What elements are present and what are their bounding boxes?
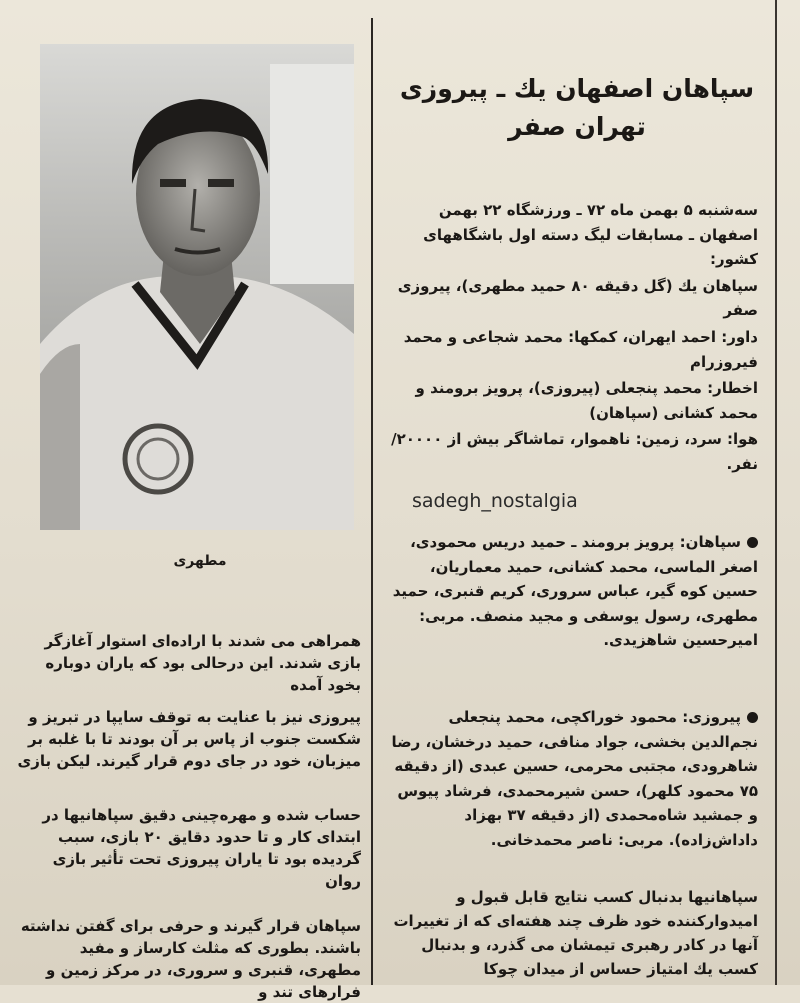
match-date-venue: سه‌شنبه ۵ بهمن ماه ۷۲ ـ ورزشگاه ۲۲ بهمن اصفهان ـ مسابقات لیگ دسته اول باشگاههای کشور: xyxy=(423,201,758,269)
lineup-sepahan xyxy=(388,530,758,653)
lineup-pirouzi xyxy=(388,705,758,853)
bullet-icon xyxy=(747,712,758,723)
match-cautions: اخطار: محمد پنجعلی (پیروزی)، پرویز برومند و محمد کشانی (سپاهان) xyxy=(415,379,758,422)
closing-paragraph: سپاهانیها بدنبال کسب نتایج قابل قبول و امیدوارکننده خود ظرف چند هفته‌ای که از تغییرات آنها در کادر رهبری تیمشان می گذرد، و بدنبال کسب یك امتیاز حساس از میدان چوکا xyxy=(393,888,758,978)
left-paragraph-2: پیروزی نیز با عنایت به توقف سایپا در تبریز و شکست جنوب از پاس بر آن بودند تا با غلبه بر میزبان، خود در جای دوم قرار گیرند. لیکن بازی xyxy=(17,708,361,770)
photo-caption: مطهری xyxy=(173,553,227,569)
left-paragraph-1: همراهی می شدند با اراده‌ای استوار آغازگر بازی شدند. این درحالی بود که یاران دوباره بخود آمده xyxy=(44,632,361,694)
match-conditions: هوا: سرد، زمین: ناهموار، تماشاگر بیش از ۲۰۰۰۰/ نفر. xyxy=(391,430,758,473)
lineup-pirouzi-text: پیروزی: محمود خوراکچی، محمد پنجعلی نجم‌الدین بخشی، جواد منافی، حمید درخشان، رضا شاهرودی، مجتبی محرمی، حسین عبدی (از دقیقه ۷۵ محمود کلهر)، حسن شیرمحمدی، فرشاد پیوس و جمشید شاه‌محمدی (از دقیقه ۳۷ بهزاد داداش‌زاده). مربی: ناصر محمدخانی. xyxy=(391,708,758,849)
bullet-icon xyxy=(747,537,758,548)
match-referees: داور: احمد ایهران، کمکها: محمد شجاعی و محمد فیروزرام xyxy=(403,327,758,371)
match-result: سپاهان یك (گل دقیقه ۸۰ حمید مطهری)، پیروزی صفر xyxy=(397,276,758,320)
column-divider xyxy=(371,18,373,985)
match-info xyxy=(388,198,758,479)
lineup-sepahan-text: سپاهان: پرویز برومند ـ حمید دریس محمودی، اصغر الماسی، محمد کشانی، حمید معماریان، حسین کوه گیر، عباس سروری، کریم قنبری، حمید مطهری، رسول یوسفی و مجید منصف. مربی: امیرحسین شاهزیدی. xyxy=(392,533,758,650)
player-photo xyxy=(40,44,354,530)
match-headline xyxy=(392,70,762,146)
headline-line-1: سپاهان اصفهان یك ـ پیروزی xyxy=(399,74,755,103)
player-photo-image xyxy=(40,44,354,530)
left-paragraph-3: حساب شده و مهره‌چینی دقیق سپاهانیها در ابتدای کار و تا حدود دقایق ۲۰ بازی، سبب گردیده بود تا یاران پیروزی تحت تأثیر بازی روان xyxy=(42,806,361,890)
page-edge-rule xyxy=(775,0,777,985)
headline-line-2: تهران صفر xyxy=(508,112,646,141)
left-paragraph-4: سپاهان قرار گیرند و حرفی برای گفتن نداشته باشند. بطوری که مثلث کارساز و مفید مطهری، قنبری و سروری، در مرکز زمین و فرارهای تند و xyxy=(20,917,361,1001)
watermark: sadegh_nostalgia xyxy=(412,490,578,512)
